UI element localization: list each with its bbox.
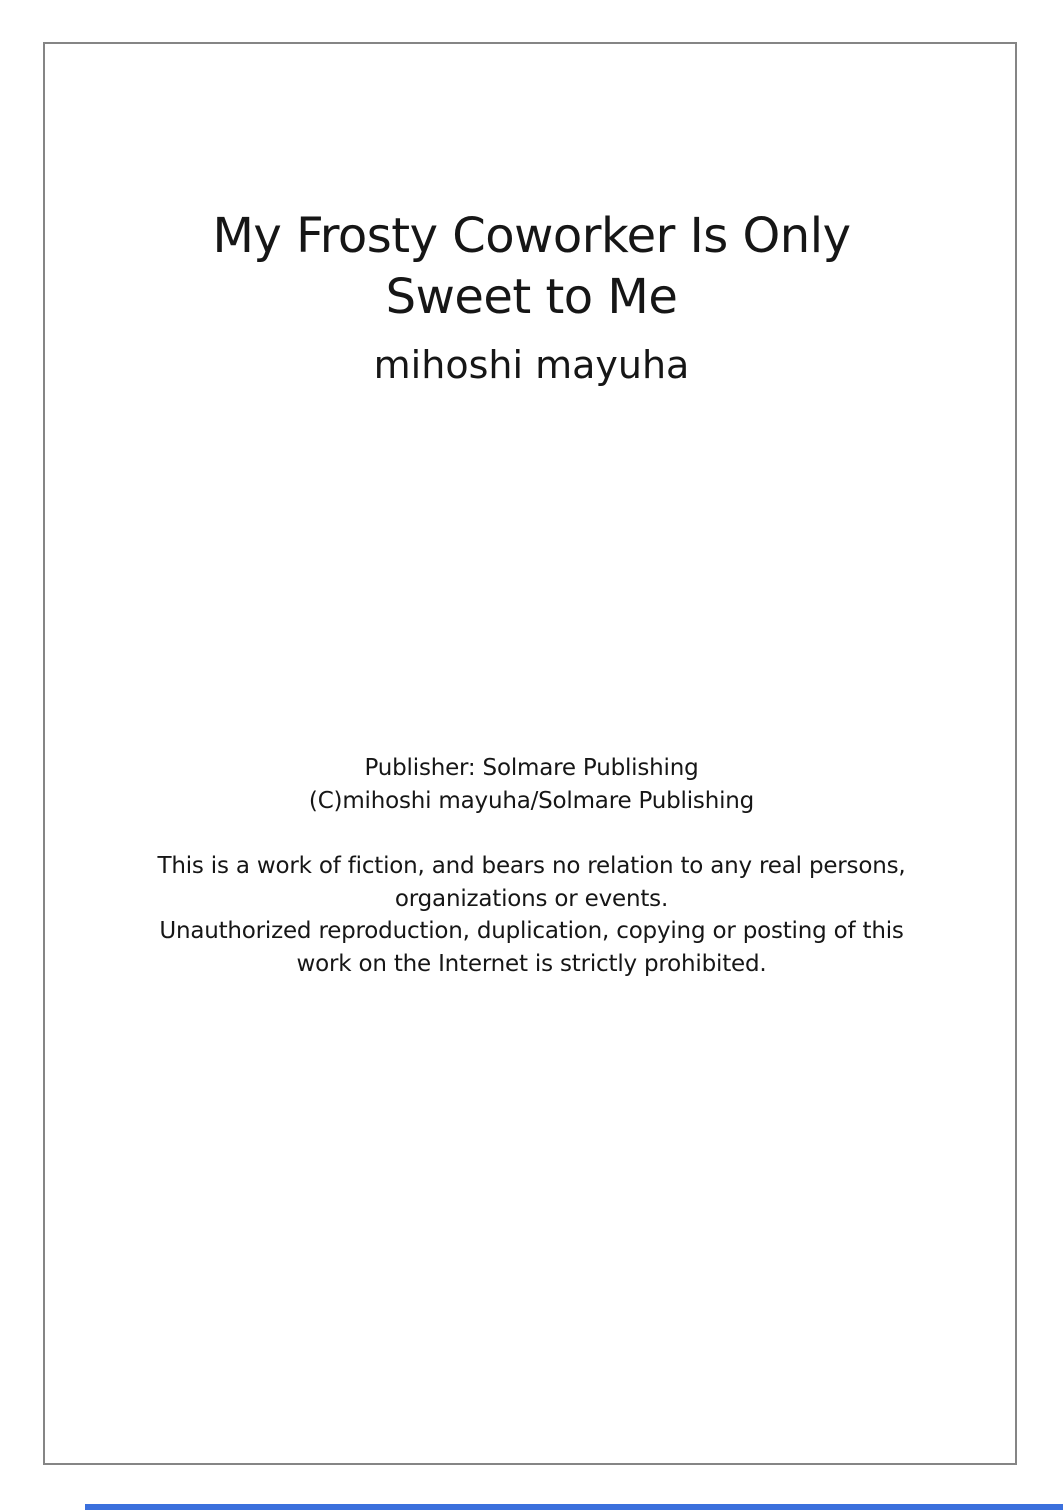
colophon-spacer xyxy=(0,817,1063,850)
publisher-line: Publisher: Solmare Publishing xyxy=(364,755,699,781)
disclaimer-line-4: work on the Internet is strictly prohibited. xyxy=(296,950,767,977)
disclaimer-line-3: Unauthorized reproduction, duplication, copying or posting of this xyxy=(159,918,904,944)
copyright-line: (C)mihoshi mayuha/Solmare Publishing xyxy=(308,787,755,814)
disclaimer-line-1: This is a work of fiction, and bears no relation to any real persons, xyxy=(157,853,906,879)
title-block xyxy=(0,206,1063,388)
disclaimer-line-2: organizations or events. xyxy=(394,885,669,912)
book-title-line-2: Sweet to Me xyxy=(385,269,678,325)
book-title-line-1: My Frosty Coworker Is Only xyxy=(212,208,851,264)
reading-progress-bar xyxy=(85,1504,1063,1510)
colophon-block xyxy=(0,752,1063,980)
book-author: mihoshi mayuha xyxy=(373,343,690,387)
